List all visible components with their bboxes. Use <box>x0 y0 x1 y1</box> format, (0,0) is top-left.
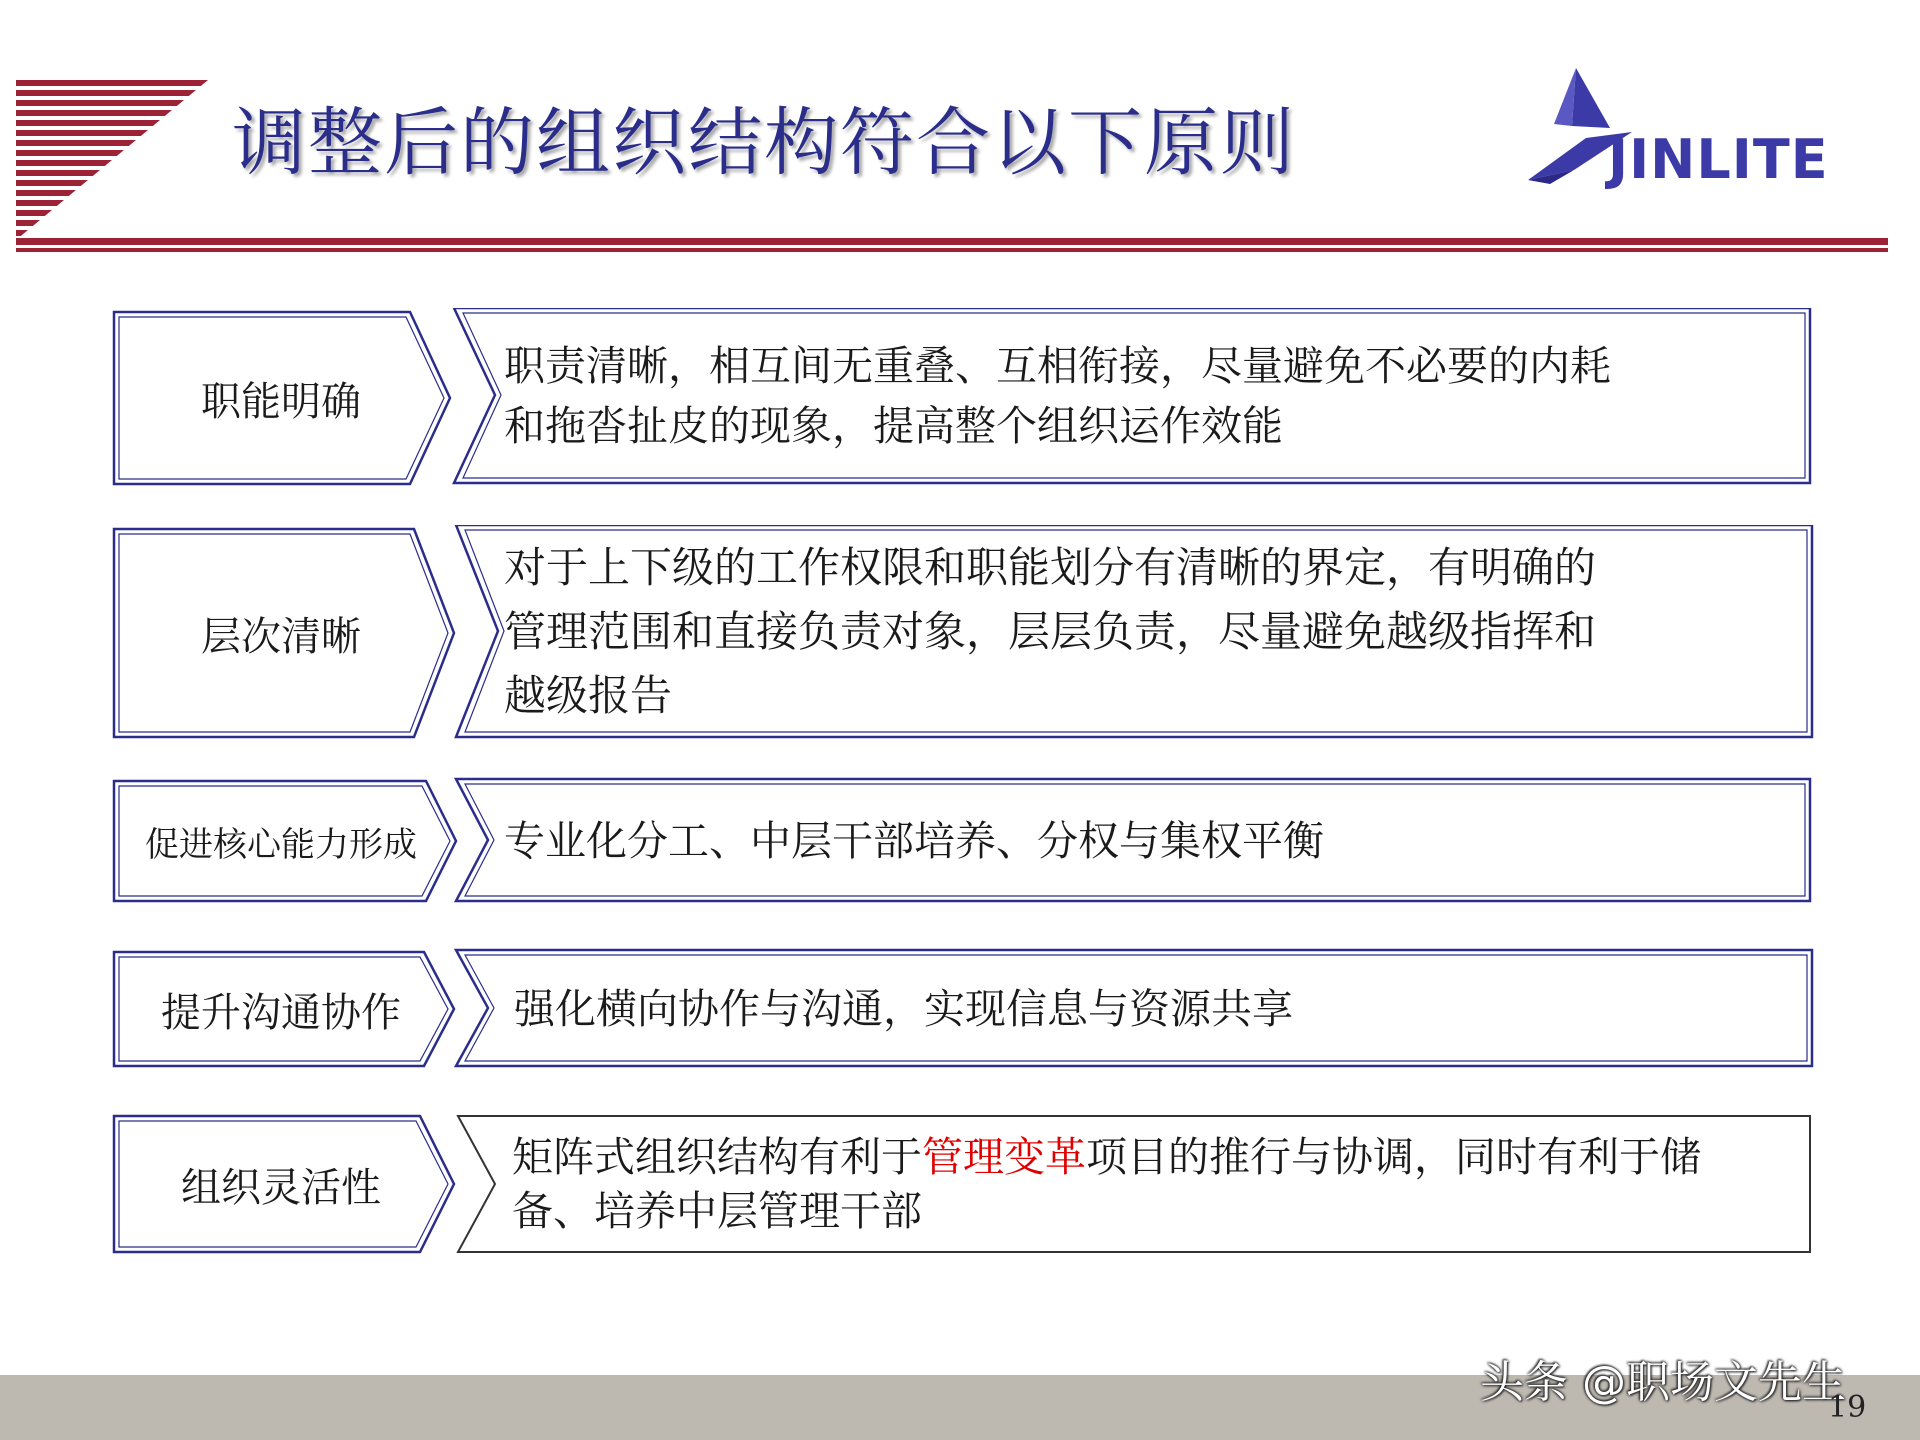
watermark: 头条 @职场文先生 <box>1480 1357 1846 1408</box>
page-number: 19 <box>1828 1390 1867 1425</box>
description-line: 管理范围和直接负责对象，层层负责，尽量避免越级指挥和 <box>504 607 1597 656</box>
principle-label: 促进核心能力形成 <box>145 824 417 865</box>
highlight-text: 管理变革 <box>922 1133 1086 1181</box>
principle-label: 组织灵活性 <box>181 1164 381 1211</box>
description-line: 越级报告 <box>504 671 673 720</box>
principle-label: 层次清晰 <box>201 613 361 660</box>
description-text: 项目的推行与协调，同时有利于储 <box>1086 1133 1701 1181</box>
description-line: 备、培养中层管理干部 <box>512 1187 922 1235</box>
principle-description <box>504 308 1804 484</box>
principle-description <box>504 534 1804 730</box>
principle-label: 提升沟通协作 <box>161 989 401 1036</box>
principle-description <box>514 948 1814 1070</box>
principle-description <box>512 1112 1812 1256</box>
description-line: 专业化分工、中层干部培养、分权与集权平衡 <box>504 817 1324 865</box>
logo-text: JINLITE <box>1608 128 1829 191</box>
description-text: 矩阵式组织结构有利于 <box>512 1133 922 1181</box>
page-title: 调整后的组织结构符合以下原则 <box>232 100 1296 186</box>
description-line: 和拖沓扯皮的现象，提高整个组织运作效能 <box>504 402 1283 450</box>
description-line: 职责清晰，相互间无重叠、互相衔接，尽量避免不必要的内耗 <box>504 342 1611 390</box>
header-divider <box>16 238 1888 254</box>
header-stripe-decoration <box>16 80 208 240</box>
principle-description <box>504 777 1804 905</box>
description-line: 强化横向协作与沟通，实现信息与资源共享 <box>514 985 1293 1033</box>
principle-label: 职能明确 <box>201 378 361 425</box>
description-line <box>512 1130 1701 1184</box>
description-line: 对于上下级的工作权限和职能划分有清晰的界定，有明确的 <box>504 543 1597 592</box>
